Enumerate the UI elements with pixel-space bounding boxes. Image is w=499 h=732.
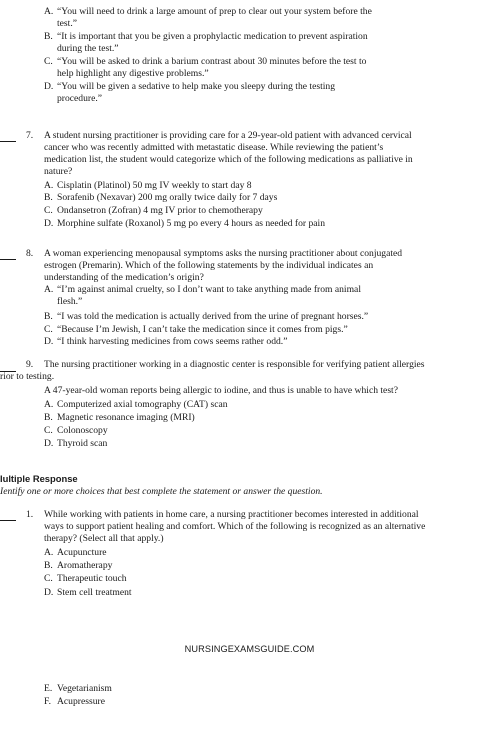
section-title: Iultiple Response — [0, 473, 78, 484]
question-stem-line: While working with patients in home care, a nursing practitioner becomes interested in additional — [44, 509, 419, 520]
option-text: Therapeutic touch — [57, 573, 127, 584]
option-letter: A. — [44, 284, 54, 295]
question-stem-line: medication list, the student would categorize which of the following medications as palliative in — [44, 154, 413, 165]
option-letter: D. — [44, 336, 54, 347]
question-stem-line: therapy? (Select all that apply.) — [44, 533, 164, 544]
option-d — [44, 81, 335, 92]
option-b — [44, 31, 368, 42]
option-b-cont: during the test.” — [57, 43, 119, 54]
option-c — [44, 425, 108, 436]
option-text: Colonoscopy — [57, 425, 108, 436]
option-c — [44, 205, 263, 216]
option-text: Acupressure — [57, 696, 105, 707]
question-stem-line: A 47-year-old woman reports being allergic to iodine, and thus is unable to have which test? — [44, 385, 398, 396]
question-stem-line: ways to support patient healing and comfort. Which of the following is recognized as an alternative — [44, 521, 426, 532]
option-a-cont: test.” — [57, 18, 77, 29]
option-text: Stem cell treatment — [57, 587, 132, 598]
question-number: 1. — [26, 509, 34, 520]
answer-blank[interactable] — [0, 141, 16, 142]
option-d — [44, 218, 325, 229]
option-a — [44, 6, 372, 17]
question-stem-line: A woman experiencing menopausal symptoms asks the nursing practitioner about conjugated — [44, 248, 403, 259]
option-d-cont: procedure.” — [57, 93, 103, 104]
question-stem-line: A student nursing practitioner is providing care for a 29-year-old patient with advanced cervical — [44, 130, 412, 141]
option-letter: C. — [44, 205, 53, 216]
option-text: “You will be given a sedative to help make you sleepy during the testing — [57, 81, 335, 92]
option-letter: D. — [44, 218, 54, 229]
option-c — [44, 324, 348, 335]
option-letter: A. — [44, 399, 54, 410]
option-text: Morphine sulfate (Roxanol) 5 mg po every 4 hours as needed for pain — [57, 218, 326, 229]
option-letter: B. — [44, 31, 53, 42]
option-d — [44, 587, 132, 598]
question-stem-line: The nursing practitioner working in a diagnostic center is responsible for verifying patient allergies — [44, 359, 425, 370]
option-letter: D. — [44, 81, 54, 92]
option-b — [44, 192, 277, 203]
option-f — [44, 696, 105, 707]
answer-blank[interactable] — [0, 520, 16, 521]
question-stem-line: cancer who was recently admitted with metastatic disease. While reviewing the patient’s — [44, 142, 384, 153]
option-text: “Because I’m Jewish, I can’t take the medication since it comes from pigs.” — [57, 324, 348, 335]
option-d — [44, 336, 287, 347]
option-letter: D. — [44, 587, 54, 598]
option-b — [44, 412, 195, 423]
option-text: “I think harvesting medicines from cows seems rather odd.” — [57, 336, 288, 347]
question-stem-line: estrogen (Premarin). Which of the following statements by the individual indicates an — [44, 260, 374, 271]
option-letter: C. — [44, 324, 53, 335]
option-b — [44, 311, 368, 322]
option-letter: C. — [44, 573, 53, 584]
option-e — [44, 683, 112, 694]
answer-blank[interactable] — [0, 259, 16, 260]
option-text: Acupuncture — [57, 547, 107, 558]
section-instruction: Ientify one or more choices that best complete the statement or answer the question. — [0, 486, 323, 497]
option-letter: B. — [44, 560, 53, 571]
option-letter: E. — [44, 683, 53, 694]
option-letter: F. — [44, 696, 51, 707]
option-text: Thyroid scan — [57, 438, 108, 449]
option-c-cont: help highlight any digestive problems.” — [57, 68, 209, 79]
option-text: “I was told the medication is actually derived from the urine of pregnant horses.” — [57, 311, 369, 322]
option-text: Aromatherapy — [57, 560, 113, 571]
option-text: Vegetarianism — [57, 683, 112, 694]
option-c — [44, 56, 366, 67]
site-footer: NURSINGEXAMSGUIDE.COM — [184, 644, 315, 654]
option-text: Cisplatin (Platinol) 50 mg IV weekly to start day 8 — [57, 180, 252, 191]
question-stem-line: nature? — [44, 166, 73, 177]
option-a-cont: flesh.” — [57, 296, 83, 307]
question-number: 9. — [26, 359, 34, 370]
option-letter: B. — [44, 311, 53, 322]
option-letter: C. — [44, 56, 53, 67]
question-stem-line: rior to testing. — [0, 371, 55, 382]
option-a — [44, 399, 228, 410]
option-b — [44, 560, 112, 571]
option-a — [44, 284, 361, 295]
option-d — [44, 438, 107, 449]
option-letter: C. — [44, 425, 53, 436]
option-letter: A. — [44, 180, 54, 191]
option-letter: A. — [44, 6, 54, 17]
option-text: “I’m against animal cruelty, so I don’t want to take anything made from animal — [57, 284, 361, 295]
option-text: Magnetic resonance imaging (MRI) — [57, 412, 195, 423]
question-number: 7. — [26, 130, 34, 141]
option-text: Computerized axial tomography (CAT) scan — [57, 399, 228, 410]
option-c — [44, 573, 127, 584]
option-letter: B. — [44, 412, 53, 423]
question-stem-line: understanding of the medication’s origin? — [44, 272, 204, 283]
option-letter: D. — [44, 438, 54, 449]
option-letter: A. — [44, 547, 54, 558]
option-text: “You will be asked to drink a barium contrast about 30 minutes before the test to — [57, 56, 367, 67]
option-text: Sorafenib (Nexavar) 200 mg orally twice daily for 7 days — [57, 192, 278, 203]
option-a — [44, 180, 252, 191]
option-a — [44, 547, 107, 558]
option-text: Ondansetron (Zofran) 4 mg IV prior to chemotherapy — [57, 205, 263, 216]
option-letter: B. — [44, 192, 53, 203]
option-text: “It is important that you be given a prophylactic medication to prevent aspiration — [57, 31, 368, 42]
question-number: 8. — [26, 248, 34, 259]
option-text: “You will need to drink a large amount of prep to clear out your system before the — [57, 6, 372, 17]
